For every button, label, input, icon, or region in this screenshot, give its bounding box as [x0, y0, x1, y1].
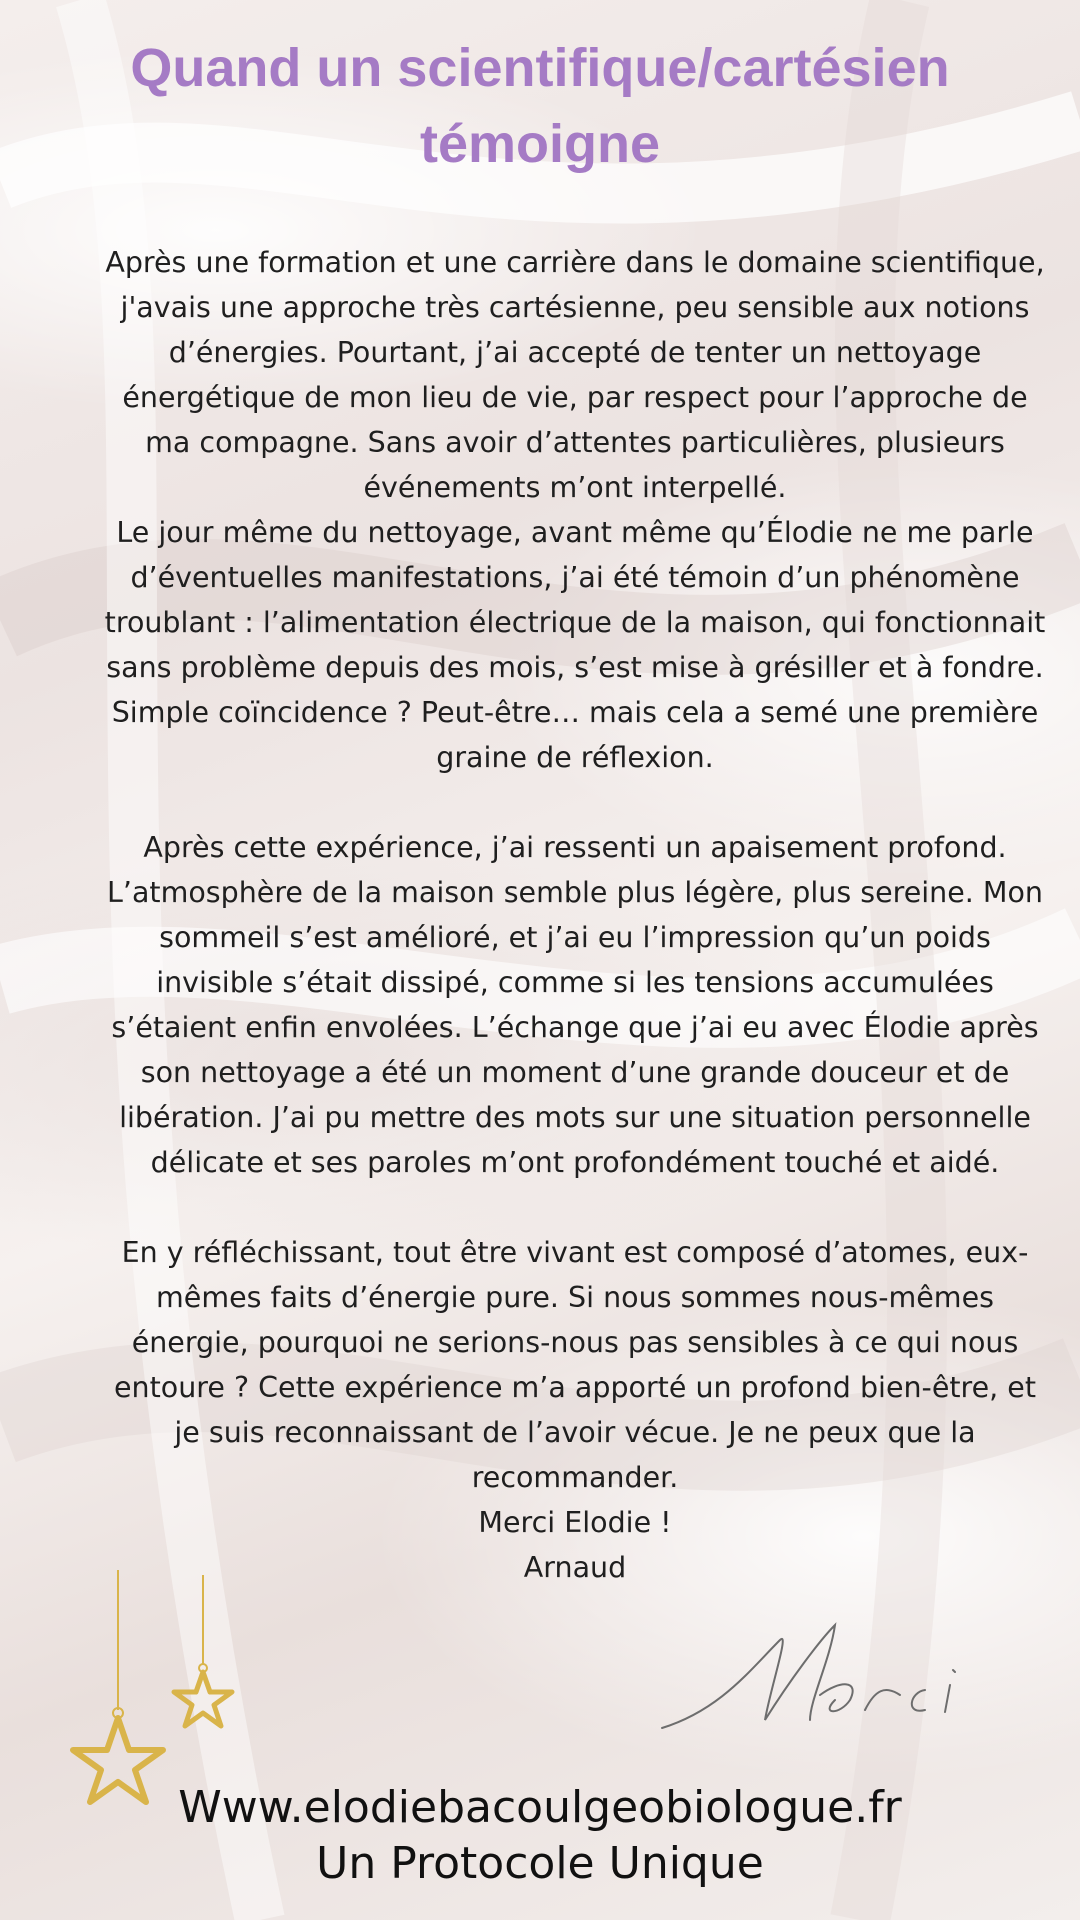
signature: Arnaud: [523, 1551, 627, 1584]
merci-script-lettering: [660, 1600, 1000, 1740]
tagline: Un Protocole Unique: [316, 1838, 764, 1889]
thanks-line: Merci Elodie !: [478, 1506, 672, 1539]
star-icon: [174, 1672, 232, 1726]
paragraph-3: Après cette expérience, j’ai ressenti un apaisement profond. L’atmosphère de la maison semble plus légère, plus sereine. Mon sommeil s’est amélioré, et j’ai eu l’impression qu’un poids invisible s’était dissipé, comme si les tensions accumulées s’étaient enfin envolées. L’échange que j’ai eu avec Élodie après son nettoyage a été un moment d’une grande douceur et de libération. J’ai pu mettre des mots sur une situation personnelle délicate et ses paroles m’ont profondément touché et aidé.: [107, 831, 1043, 1179]
paragraph-4: En y réfléchissant, tout être vivant est composé d’atomes, eux-mêmes faits d’énergie pure. Si nous sommes nous-mêmes énergie, pourquoi ne serions-nous pas sensibles à ce qui nous entoure ? Cette expérience m’a apporté un profond bien-être, et je suis reconnaissant de l’avoir vécue. Je ne peux que la recommander.: [114, 1236, 1036, 1494]
page-title: Quand un scientifique/cartésien témoigne: [130, 38, 950, 174]
website-url: Www.elodiebacoulgeobiologue.fr: [178, 1782, 902, 1833]
paragraph-1: Après une formation et une carrière dans le domaine scientifique, j'avais une approche très cartésienne, peu sensible aux notions d’énergies. Pourtant, j’ai accepté de tenter un nettoyage énergétique de mon lieu de vie, par respect pour l’approche de ma compagne. Sans avoir d’attentes particulières, plusieurs événements m’ont interpellé.: [105, 246, 1045, 504]
paragraph-2: Le jour même du nettoyage, avant même qu’Élodie ne me parle d’éventuelles manifestations, j’ai été témoin d’un phénomène troublant : l’alimentation électrique de la maison, qui fonctionnait sans problème depuis des mois, s’est mise à grésiller et à fondre. Simple coïncidence ? Peut-être… mais cela a semé une première graine de réflexion.: [104, 516, 1046, 774]
footer: [0, 1780, 1080, 1892]
testimonial-text: [100, 240, 1050, 1590]
